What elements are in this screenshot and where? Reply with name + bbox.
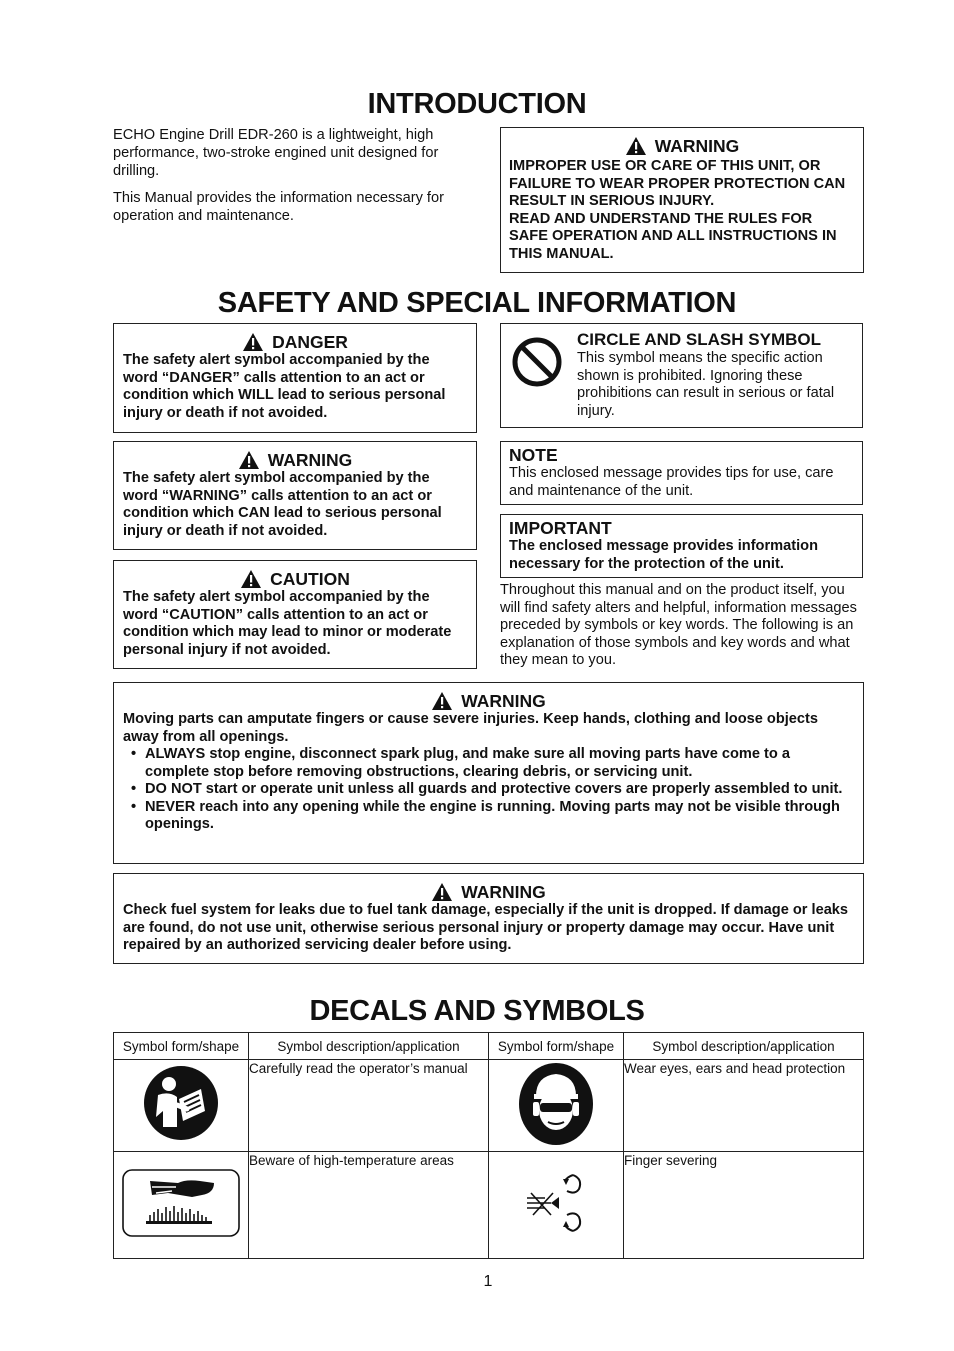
alert-triangle-icon xyxy=(625,136,647,156)
symbol-cell xyxy=(114,1060,249,1152)
safety-title: SAFETY AND SPECIAL INFORMATION xyxy=(217,287,737,319)
warning-definition-label: WARNING xyxy=(267,450,353,470)
prohibited-icon xyxy=(511,336,563,388)
caution-text: The safety alert symbol accompanied by the word “CAUTION” calls attention to an act or condition which may lead to minor or moderate personal injury if not avoided. xyxy=(123,589,452,658)
alert-triangle-icon xyxy=(242,332,264,352)
symbol-description: Finger severing xyxy=(624,1152,864,1259)
fuel-warning-title xyxy=(123,882,854,902)
throughout-text: Throughout this manual and on the product itself, you will find safety alters and helpful, information messages preceded by symbols or key words. The following is an explanation of those symbols and key words and what they mean to you. xyxy=(500,582,857,668)
alert-triangle-icon xyxy=(240,569,262,589)
decals-title: DECALS AND SYMBOLS xyxy=(309,995,645,1027)
moving-parts-warning-box xyxy=(113,682,864,864)
decals-table xyxy=(113,1032,864,1259)
alert-triangle-icon xyxy=(431,691,453,711)
danger-box xyxy=(113,323,477,433)
intro-warning-text-1: IMPROPER USE OR CARE OF THIS UNIT, OR FAILURE TO WEAR PROPER PROTECTION CAN RESULT IN SERIOUS INJURY. xyxy=(509,158,846,209)
bullet-item: • DO NOT start or operate unit unless all guards and protective covers are properly assembled to unit. xyxy=(145,781,854,799)
warning-definition-box xyxy=(113,441,477,550)
circle-slash-text: This symbol means the specific action shown is prohibited. Ignoring these prohibitions can result in serious or fatal injury. xyxy=(577,350,835,419)
page-number: 1 xyxy=(483,1273,493,1290)
warning-definition-title xyxy=(123,450,467,470)
fuel-warning-text: Check fuel system for leaks due to fuel tank damage, especially if the unit is dropped. If damage or leaks are found, do not use unit, otherwise serious personal injury or property damage may occur. Have unit repaired by an authorized servicing dealer before using. xyxy=(123,902,849,953)
intro-title: INTRODUCTION xyxy=(367,88,587,120)
finger-severing-icon xyxy=(521,1171,591,1235)
intro-text xyxy=(113,126,478,225)
important-box xyxy=(500,514,863,578)
danger-text: The safety alert symbol accompanied by the word “DANGER” calls attention to an act or condition which WILL lead to serious personal injury or death if not avoided. xyxy=(123,352,446,421)
warning-definition-text: The safety alert symbol accompanied by the word “WARNING” calls attention to an act or condition which CAN lead to serious personal injury or death if not avoided. xyxy=(123,470,442,539)
intro-warning-text-2: READ AND UNDERSTAND THE RULES FOR SAFE OPERATION AND ALL INSTRUCTIONS IN THIS MANUAL. xyxy=(509,210,837,262)
hot-surface-icon xyxy=(122,1169,240,1237)
intro-paragraph-2: This Manual provides the information necessary for operation and maintenance. xyxy=(113,190,444,224)
danger-title xyxy=(123,332,467,352)
intro-warning-title xyxy=(509,136,855,156)
fuel-warning-label: WARNING xyxy=(461,882,546,902)
caution-label: CAUTION xyxy=(270,569,350,589)
column-header: Symbol form/shape xyxy=(489,1033,624,1060)
intro-warning-box xyxy=(500,127,864,273)
danger-label: DANGER xyxy=(272,332,348,352)
note-box xyxy=(500,441,863,505)
important-text: The enclosed message provides information necessary for the protection of the unit. xyxy=(509,538,818,572)
moving-parts-bullets xyxy=(123,746,854,834)
protective-gear-icon xyxy=(518,1060,594,1146)
symbol-cell xyxy=(114,1152,249,1259)
note-text: This enclosed message provides tips for use, care and maintenance of the unit. xyxy=(509,465,834,499)
alert-triangle-icon xyxy=(238,450,260,470)
symbol-cell xyxy=(489,1060,624,1152)
column-header: Symbol form/shape xyxy=(114,1033,249,1060)
table-row xyxy=(114,1152,864,1259)
symbol-cell xyxy=(489,1152,624,1259)
note-title: NOTE xyxy=(509,445,558,465)
caution-title xyxy=(123,569,467,589)
moving-parts-warning-title xyxy=(123,691,854,711)
moving-parts-warning-label: WARNING xyxy=(461,691,546,711)
circle-slash-box xyxy=(500,323,863,428)
symbol-description: Beware of high-temperature areas xyxy=(249,1152,489,1259)
symbol-description: Carefully read the operator’s manual xyxy=(249,1060,489,1152)
moving-parts-lead: Moving parts can amputate fingers or cause severe injuries. Keep hands, clothing and loose objects away from all openings. xyxy=(123,711,819,745)
table-header-row xyxy=(114,1033,864,1060)
caution-box xyxy=(113,560,477,669)
bullet-item: • ALWAYS stop engine, disconnect spark plug, and make sure all moving parts have come to a complete stop before removing obstructions, clearing debris, or servicing unit. xyxy=(145,746,854,781)
table-row xyxy=(114,1060,864,1152)
intro-paragraph-1: ECHO Engine Drill EDR-260 is a lightweight, high performance, two-stroke engined unit designed for drilling. xyxy=(113,127,439,179)
bullet-item: • NEVER reach into any opening while the engine is running. Moving parts may not be visible through openings. xyxy=(145,799,854,834)
important-title: IMPORTANT xyxy=(509,518,612,538)
alert-triangle-icon xyxy=(431,882,453,902)
fuel-warning-box xyxy=(113,873,864,964)
circle-slash-title: CIRCLE AND SLASH SYMBOL xyxy=(577,330,821,349)
symbol-description: Wear eyes, ears and head protection xyxy=(624,1060,864,1152)
read-manual-icon xyxy=(143,1065,219,1141)
column-header: Symbol description/application xyxy=(249,1033,489,1060)
column-header: Symbol description/application xyxy=(624,1033,864,1060)
intro-warning-label: WARNING xyxy=(654,136,740,156)
